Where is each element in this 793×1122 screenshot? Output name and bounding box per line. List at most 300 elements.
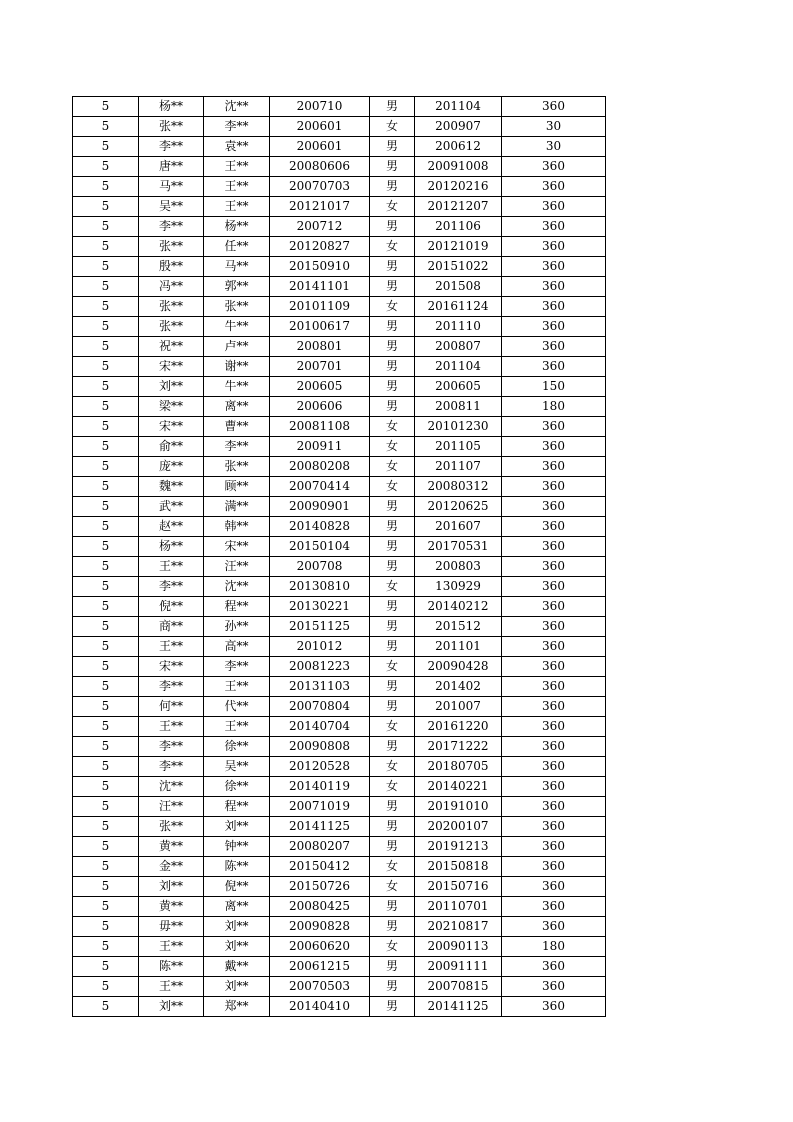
amount-cell: 360 [502, 837, 606, 857]
table-row [73, 357, 606, 377]
gender-cell: 女 [370, 237, 415, 257]
date-end-cell: 20120625 [415, 497, 502, 517]
name-a-cell: 张** [139, 817, 204, 837]
name-b-cell: 程** [204, 597, 270, 617]
name-b-cell: 卢** [204, 337, 270, 357]
level-cell: 5 [73, 637, 139, 657]
level-cell: 5 [73, 377, 139, 397]
date-start-cell: 20070414 [270, 477, 370, 497]
table-row [73, 237, 606, 257]
gender-cell: 男 [370, 817, 415, 837]
date-start-cell: 20090808 [270, 737, 370, 757]
table-row [73, 157, 606, 177]
table-row [73, 557, 606, 577]
date-start-cell: 20061215 [270, 957, 370, 977]
name-a-cell: 黄** [139, 897, 204, 917]
level-cell: 5 [73, 157, 139, 177]
amount-cell: 360 [502, 597, 606, 617]
name-a-cell: 唐** [139, 157, 204, 177]
name-b-cell: 徐** [204, 737, 270, 757]
level-cell: 5 [73, 457, 139, 477]
amount-cell: 360 [502, 557, 606, 577]
name-a-cell: 陈** [139, 957, 204, 977]
date-start-cell: 200606 [270, 397, 370, 417]
amount-cell: 360 [502, 617, 606, 637]
level-cell: 5 [73, 577, 139, 597]
amount-cell: 180 [502, 397, 606, 417]
name-a-cell: 张** [139, 317, 204, 337]
date-end-cell: 130929 [415, 577, 502, 597]
date-end-cell: 20161220 [415, 717, 502, 737]
level-cell: 5 [73, 397, 139, 417]
date-end-cell: 20090428 [415, 657, 502, 677]
amount-cell: 360 [502, 797, 606, 817]
date-end-cell: 20091008 [415, 157, 502, 177]
date-end-cell: 201101 [415, 637, 502, 657]
table-row [73, 337, 606, 357]
date-end-cell: 20080312 [415, 477, 502, 497]
date-start-cell: 20131103 [270, 677, 370, 697]
table-row [73, 617, 606, 637]
date-start-cell: 200708 [270, 557, 370, 577]
date-end-cell: 20101230 [415, 417, 502, 437]
table-row [73, 957, 606, 977]
date-start-cell: 20141125 [270, 817, 370, 837]
date-start-cell: 20140119 [270, 777, 370, 797]
gender-cell: 女 [370, 197, 415, 217]
name-b-cell: 袁** [204, 137, 270, 157]
table-row [73, 817, 606, 837]
table-row [73, 397, 606, 417]
table-row [73, 657, 606, 677]
name-a-cell: 李** [139, 577, 204, 597]
date-start-cell: 20081223 [270, 657, 370, 677]
table-row [73, 637, 606, 657]
gender-cell: 男 [370, 397, 415, 417]
name-b-cell: 马** [204, 257, 270, 277]
date-end-cell: 20141125 [415, 997, 502, 1017]
table-row [73, 437, 606, 457]
date-start-cell: 20141101 [270, 277, 370, 297]
gender-cell: 男 [370, 177, 415, 197]
amount-cell: 360 [502, 517, 606, 537]
date-start-cell: 20150412 [270, 857, 370, 877]
level-cell: 5 [73, 117, 139, 137]
name-a-cell: 王** [139, 637, 204, 657]
date-end-cell: 201512 [415, 617, 502, 637]
date-end-cell: 201402 [415, 677, 502, 697]
table-row [73, 177, 606, 197]
table-row [73, 917, 606, 937]
level-cell: 5 [73, 837, 139, 857]
date-end-cell: 20191213 [415, 837, 502, 857]
table-row [73, 497, 606, 517]
level-cell: 5 [73, 757, 139, 777]
gender-cell: 男 [370, 137, 415, 157]
level-cell: 5 [73, 537, 139, 557]
name-b-cell: 陈** [204, 857, 270, 877]
table-row [73, 417, 606, 437]
gender-cell: 男 [370, 977, 415, 997]
gender-cell: 女 [370, 297, 415, 317]
level-cell: 5 [73, 977, 139, 997]
name-a-cell: 魏** [139, 477, 204, 497]
name-a-cell: 黄** [139, 837, 204, 857]
level-cell: 5 [73, 717, 139, 737]
name-a-cell: 冯** [139, 277, 204, 297]
gender-cell: 女 [370, 857, 415, 877]
date-end-cell: 201104 [415, 357, 502, 377]
name-a-cell: 刘** [139, 877, 204, 897]
date-end-cell: 200605 [415, 377, 502, 397]
name-b-cell: 沈** [204, 577, 270, 597]
amount-cell: 180 [502, 937, 606, 957]
date-start-cell: 20090901 [270, 497, 370, 517]
table-row [73, 217, 606, 237]
level-cell: 5 [73, 357, 139, 377]
table-row [73, 577, 606, 597]
name-a-cell: 李** [139, 217, 204, 237]
name-a-cell: 沈** [139, 777, 204, 797]
level-cell: 5 [73, 817, 139, 837]
date-start-cell: 20150104 [270, 537, 370, 557]
name-a-cell: 赵** [139, 517, 204, 537]
level-cell: 5 [73, 417, 139, 437]
amount-cell: 360 [502, 277, 606, 297]
date-end-cell: 20070815 [415, 977, 502, 997]
name-b-cell: 张** [204, 297, 270, 317]
amount-cell: 360 [502, 477, 606, 497]
date-start-cell: 200605 [270, 377, 370, 397]
gender-cell: 男 [370, 997, 415, 1017]
name-a-cell: 倪** [139, 597, 204, 617]
level-cell: 5 [73, 877, 139, 897]
gender-cell: 男 [370, 157, 415, 177]
level-cell: 5 [73, 497, 139, 517]
amount-cell: 360 [502, 917, 606, 937]
name-b-cell: 王** [204, 197, 270, 217]
amount-cell: 360 [502, 437, 606, 457]
name-a-cell: 吴** [139, 197, 204, 217]
level-cell: 5 [73, 297, 139, 317]
table-row [73, 797, 606, 817]
date-start-cell: 20081108 [270, 417, 370, 437]
amount-cell: 360 [502, 237, 606, 257]
name-b-cell: 倪** [204, 877, 270, 897]
date-start-cell: 20060620 [270, 937, 370, 957]
table-row [73, 197, 606, 217]
amount-cell: 360 [502, 857, 606, 877]
amount-cell: 360 [502, 497, 606, 517]
amount-cell: 360 [502, 997, 606, 1017]
date-end-cell: 20180705 [415, 757, 502, 777]
name-a-cell: 宋** [139, 657, 204, 677]
table-row [73, 877, 606, 897]
date-end-cell: 201106 [415, 217, 502, 237]
name-b-cell: 沈** [204, 97, 270, 117]
name-b-cell: 刘** [204, 817, 270, 837]
amount-cell: 360 [502, 537, 606, 557]
name-a-cell: 刘** [139, 997, 204, 1017]
level-cell: 5 [73, 937, 139, 957]
amount-cell: 360 [502, 697, 606, 717]
date-end-cell: 201110 [415, 317, 502, 337]
level-cell: 5 [73, 277, 139, 297]
name-b-cell: 王** [204, 157, 270, 177]
date-end-cell: 20150716 [415, 877, 502, 897]
name-b-cell: 谢** [204, 357, 270, 377]
date-end-cell: 20161124 [415, 297, 502, 317]
date-end-cell: 200907 [415, 117, 502, 137]
gender-cell: 男 [370, 537, 415, 557]
amount-cell: 360 [502, 197, 606, 217]
data-table [72, 96, 606, 1017]
date-end-cell: 20090113 [415, 937, 502, 957]
date-start-cell: 20130221 [270, 597, 370, 617]
level-cell: 5 [73, 617, 139, 637]
amount-cell: 360 [502, 577, 606, 597]
date-end-cell: 20110701 [415, 897, 502, 917]
name-b-cell: 刘** [204, 917, 270, 937]
date-start-cell: 200601 [270, 117, 370, 137]
amount-cell: 360 [502, 317, 606, 337]
table-row [73, 117, 606, 137]
gender-cell: 男 [370, 917, 415, 937]
name-a-cell: 张** [139, 297, 204, 317]
date-start-cell: 20140828 [270, 517, 370, 537]
name-b-cell: 吴** [204, 757, 270, 777]
gender-cell: 男 [370, 337, 415, 357]
table-row [73, 137, 606, 157]
gender-cell: 男 [370, 517, 415, 537]
gender-cell: 男 [370, 257, 415, 277]
level-cell: 5 [73, 197, 139, 217]
date-end-cell: 201607 [415, 517, 502, 537]
amount-cell: 360 [502, 257, 606, 277]
table-row [73, 537, 606, 557]
date-end-cell: 20191010 [415, 797, 502, 817]
table-row [73, 457, 606, 477]
amount-cell: 360 [502, 417, 606, 437]
name-a-cell: 汪** [139, 797, 204, 817]
amount-cell: 150 [502, 377, 606, 397]
amount-cell: 360 [502, 677, 606, 697]
table-row [73, 997, 606, 1017]
amount-cell: 360 [502, 957, 606, 977]
name-b-cell: 程** [204, 797, 270, 817]
name-a-cell: 商** [139, 617, 204, 637]
name-a-cell: 李** [139, 137, 204, 157]
date-end-cell: 200803 [415, 557, 502, 577]
level-cell: 5 [73, 897, 139, 917]
amount-cell: 360 [502, 657, 606, 677]
gender-cell: 女 [370, 117, 415, 137]
table-row [73, 477, 606, 497]
table-row [73, 717, 606, 737]
gender-cell: 男 [370, 837, 415, 857]
level-cell: 5 [73, 557, 139, 577]
level-cell: 5 [73, 737, 139, 757]
amount-cell: 360 [502, 457, 606, 477]
gender-cell: 男 [370, 317, 415, 337]
name-b-cell: 李** [204, 437, 270, 457]
date-end-cell: 20150818 [415, 857, 502, 877]
date-end-cell: 200811 [415, 397, 502, 417]
date-end-cell: 200807 [415, 337, 502, 357]
table-body [73, 97, 606, 1017]
level-cell: 5 [73, 677, 139, 697]
level-cell: 5 [73, 437, 139, 457]
gender-cell: 男 [370, 897, 415, 917]
name-b-cell: 李** [204, 117, 270, 137]
level-cell: 5 [73, 517, 139, 537]
level-cell: 5 [73, 657, 139, 677]
name-a-cell: 王** [139, 937, 204, 957]
name-a-cell: 李** [139, 757, 204, 777]
name-a-cell: 李** [139, 677, 204, 697]
table-row [73, 737, 606, 757]
name-a-cell: 毋** [139, 917, 204, 937]
table-row [73, 857, 606, 877]
table-row [73, 517, 606, 537]
gender-cell: 男 [370, 957, 415, 977]
amount-cell: 360 [502, 877, 606, 897]
date-start-cell: 20151125 [270, 617, 370, 637]
name-a-cell: 杨** [139, 97, 204, 117]
date-start-cell: 200801 [270, 337, 370, 357]
date-end-cell: 201007 [415, 697, 502, 717]
gender-cell: 男 [370, 557, 415, 577]
name-b-cell: 牛** [204, 377, 270, 397]
level-cell: 5 [73, 917, 139, 937]
table-row [73, 97, 606, 117]
date-start-cell: 20130810 [270, 577, 370, 597]
name-b-cell: 曹** [204, 417, 270, 437]
level-cell: 5 [73, 997, 139, 1017]
level-cell: 5 [73, 317, 139, 337]
date-end-cell: 20121207 [415, 197, 502, 217]
name-b-cell: 杨** [204, 217, 270, 237]
name-a-cell: 庞** [139, 457, 204, 477]
table-row [73, 377, 606, 397]
date-start-cell: 20070703 [270, 177, 370, 197]
name-a-cell: 张** [139, 237, 204, 257]
gender-cell: 女 [370, 417, 415, 437]
date-start-cell: 200712 [270, 217, 370, 237]
date-start-cell: 20070804 [270, 697, 370, 717]
table-row [73, 277, 606, 297]
name-b-cell: 孙** [204, 617, 270, 637]
amount-cell: 360 [502, 777, 606, 797]
date-end-cell: 20170531 [415, 537, 502, 557]
date-start-cell: 20071019 [270, 797, 370, 817]
level-cell: 5 [73, 597, 139, 617]
date-end-cell: 20210817 [415, 917, 502, 937]
amount-cell: 360 [502, 97, 606, 117]
date-start-cell: 20120827 [270, 237, 370, 257]
date-start-cell: 20150910 [270, 257, 370, 277]
date-end-cell: 20120216 [415, 177, 502, 197]
gender-cell: 男 [370, 597, 415, 617]
name-a-cell: 武** [139, 497, 204, 517]
gender-cell: 男 [370, 697, 415, 717]
gender-cell: 女 [370, 937, 415, 957]
gender-cell: 男 [370, 377, 415, 397]
name-b-cell: 钟** [204, 837, 270, 857]
gender-cell: 女 [370, 777, 415, 797]
name-b-cell: 任** [204, 237, 270, 257]
date-start-cell: 20090828 [270, 917, 370, 937]
table-row [73, 257, 606, 277]
gender-cell: 男 [370, 797, 415, 817]
table-row [73, 597, 606, 617]
amount-cell: 360 [502, 897, 606, 917]
gender-cell: 男 [370, 357, 415, 377]
name-b-cell: 张** [204, 457, 270, 477]
gender-cell: 女 [370, 437, 415, 457]
date-end-cell: 20151022 [415, 257, 502, 277]
level-cell: 5 [73, 337, 139, 357]
table-row [73, 937, 606, 957]
name-b-cell: 离** [204, 397, 270, 417]
name-b-cell: 王** [204, 717, 270, 737]
gender-cell: 女 [370, 717, 415, 737]
date-start-cell: 20080207 [270, 837, 370, 857]
date-start-cell: 20120528 [270, 757, 370, 777]
name-a-cell: 王** [139, 557, 204, 577]
level-cell: 5 [73, 957, 139, 977]
level-cell: 5 [73, 97, 139, 117]
date-start-cell: 20150726 [270, 877, 370, 897]
gender-cell: 男 [370, 277, 415, 297]
amount-cell: 360 [502, 177, 606, 197]
date-start-cell: 20140704 [270, 717, 370, 737]
name-a-cell: 王** [139, 977, 204, 997]
name-a-cell: 宋** [139, 357, 204, 377]
name-b-cell: 代** [204, 697, 270, 717]
gender-cell: 女 [370, 877, 415, 897]
name-a-cell: 宋** [139, 417, 204, 437]
table-row [73, 677, 606, 697]
level-cell: 5 [73, 237, 139, 257]
date-start-cell: 200601 [270, 137, 370, 157]
date-start-cell: 20080208 [270, 457, 370, 477]
gender-cell: 女 [370, 577, 415, 597]
name-b-cell: 韩** [204, 517, 270, 537]
gender-cell: 女 [370, 477, 415, 497]
table-row [73, 297, 606, 317]
date-end-cell: 20121019 [415, 237, 502, 257]
name-b-cell: 满** [204, 497, 270, 517]
name-a-cell: 张** [139, 117, 204, 137]
level-cell: 5 [73, 257, 139, 277]
gender-cell: 男 [370, 217, 415, 237]
gender-cell: 男 [370, 617, 415, 637]
name-a-cell: 刘** [139, 377, 204, 397]
name-a-cell: 祝** [139, 337, 204, 357]
date-end-cell: 200612 [415, 137, 502, 157]
date-end-cell: 20171222 [415, 737, 502, 757]
date-start-cell: 20101109 [270, 297, 370, 317]
name-a-cell: 马** [139, 177, 204, 197]
level-cell: 5 [73, 857, 139, 877]
level-cell: 5 [73, 137, 139, 157]
gender-cell: 女 [370, 657, 415, 677]
date-end-cell: 20140221 [415, 777, 502, 797]
date-end-cell: 20200107 [415, 817, 502, 837]
date-end-cell: 201105 [415, 437, 502, 457]
gender-cell: 女 [370, 457, 415, 477]
